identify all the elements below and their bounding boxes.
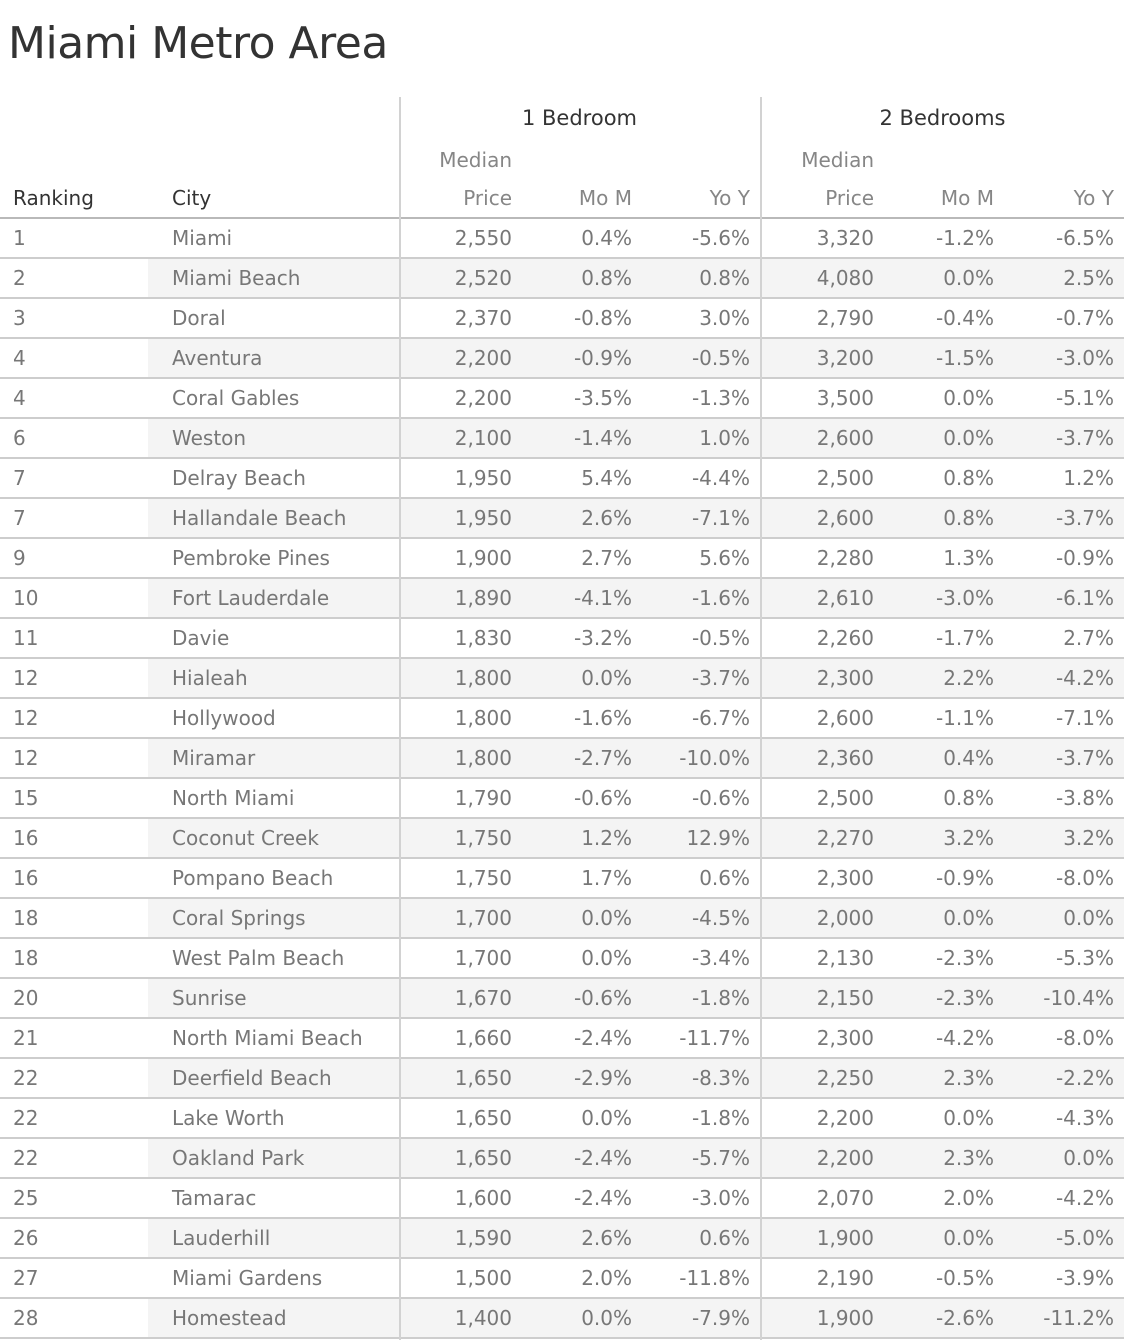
mom-2br-cell[interactable]: -1.7% xyxy=(935,626,994,650)
price-1br-cell[interactable]: 1,700 xyxy=(454,946,512,970)
table-row[interactable] xyxy=(0,579,1124,619)
price-1br-cell[interactable]: 2,200 xyxy=(399,339,520,377)
table-row[interactable] xyxy=(0,619,1124,659)
mom-1br-cell[interactable]: 0.0% xyxy=(581,946,632,970)
price-1br-cell[interactable]: 1,800 xyxy=(454,706,512,730)
table-row[interactable] xyxy=(0,379,1124,419)
ranking-cell[interactable]: 4 xyxy=(13,346,26,370)
table-row[interactable] xyxy=(0,1059,1124,1099)
yoy-1br-cell[interactable]: -7.9% xyxy=(640,1299,760,1337)
mom-2br-cell[interactable]: 0.0% xyxy=(882,259,1003,297)
yoy-2br-cell[interactable]: -11.2% xyxy=(1003,1299,1124,1337)
group-header-2-bedrooms: 2 Bedrooms xyxy=(879,106,1006,130)
table-row[interactable] xyxy=(0,539,1124,579)
yoy-2br-cell[interactable]: 1.2% xyxy=(1063,466,1114,490)
ranking-cell[interactable]: 21 xyxy=(13,1026,39,1050)
table-row[interactable] xyxy=(0,1299,1124,1339)
mom-1br-cell[interactable]: 2.6% xyxy=(520,499,640,537)
mom-1br-cell[interactable]: 2.6% xyxy=(520,1219,640,1257)
yoy-2br-cell[interactable]: -4.3% xyxy=(1055,1106,1114,1130)
table-row[interactable] xyxy=(0,819,1124,859)
ranking-cell[interactable]: 11 xyxy=(13,626,39,650)
mom-2br-cell[interactable]: 2.2% xyxy=(882,659,1003,697)
price-2br-cell[interactable]: 2,600 xyxy=(760,499,882,537)
price-1br-cell[interactable]: 1,700 xyxy=(399,899,520,937)
mom-2br-cell[interactable]: -3.0% xyxy=(882,579,1003,617)
mom-2br-cell[interactable]: 2.3% xyxy=(882,1139,1003,1177)
city-cell[interactable]: Coral Gables xyxy=(172,386,300,410)
yoy-2br-cell[interactable]: 2.7% xyxy=(1063,626,1114,650)
city-cell[interactable]: Doral xyxy=(172,306,226,330)
mom-1br-cell[interactable]: -0.6% xyxy=(520,979,640,1017)
table-row[interactable] xyxy=(0,259,1124,299)
price-1br-cell[interactable]: 1,900 xyxy=(454,546,512,570)
price-2br-cell[interactable]: 2,190 xyxy=(816,1266,874,1290)
subheader-price-2br: Price xyxy=(825,186,874,210)
yoy-1br-cell[interactable]: 0.6% xyxy=(640,1219,760,1257)
ranking-cell[interactable]: 20 xyxy=(13,986,39,1010)
city-cell[interactable]: Oakland Park xyxy=(148,1139,399,1177)
subheader-mom-1br: Mo M xyxy=(578,186,632,210)
mom-2br-cell[interactable]: -1.2% xyxy=(935,226,994,250)
city-cell[interactable]: North Miami xyxy=(172,786,295,810)
city-cell[interactable]: Coconut Creek xyxy=(148,819,399,857)
mom-1br-cell[interactable]: 1.7% xyxy=(581,866,632,890)
mom-2br-cell[interactable]: 3.2% xyxy=(882,819,1003,857)
mom-2br-cell[interactable]: -1.1% xyxy=(935,706,994,730)
column-header-city: City xyxy=(172,186,212,210)
ranking-cell[interactable]: 28 xyxy=(13,1306,39,1330)
mom-1br-cell[interactable]: -2.9% xyxy=(520,1059,640,1097)
city-cell[interactable]: Homestead xyxy=(148,1299,399,1337)
ranking-cell[interactable]: 9 xyxy=(13,546,26,570)
mom-1br-cell[interactable]: 5.4% xyxy=(581,466,632,490)
yoy-2br-cell[interactable]: -2.2% xyxy=(1003,1059,1124,1097)
yoy-1br-cell[interactable]: 12.9% xyxy=(640,819,760,857)
yoy-1br-cell[interactable]: -3.0% xyxy=(691,1186,750,1210)
column-divider-1br-2br xyxy=(760,97,762,1340)
price-1br-cell[interactable]: 1,660 xyxy=(454,1026,512,1050)
yoy-1br-cell[interactable]: -1.8% xyxy=(691,1106,750,1130)
yoy-2br-cell[interactable]: -3.7% xyxy=(1003,499,1124,537)
table-row[interactable] xyxy=(0,859,1124,899)
yoy-1br-cell[interactable]: 5.6% xyxy=(699,546,750,570)
mom-1br-cell[interactable]: -2.4% xyxy=(573,1186,632,1210)
mom-1br-cell[interactable]: -3.2% xyxy=(573,626,632,650)
city-cell[interactable]: Miami Gardens xyxy=(172,1266,323,1290)
table-row[interactable] xyxy=(0,1179,1124,1219)
ranking-cell[interactable]: 7 xyxy=(13,466,26,490)
mom-2br-cell[interactable]: -2.3% xyxy=(935,946,994,970)
table-row[interactable] xyxy=(0,779,1124,819)
price-2br-cell[interactable]: 2,360 xyxy=(760,739,882,777)
table-row[interactable] xyxy=(0,939,1124,979)
mom-2br-cell[interactable]: -2.3% xyxy=(882,979,1003,1017)
city-cell[interactable]: Hollywood xyxy=(172,706,276,730)
yoy-2br-cell[interactable]: -5.3% xyxy=(1055,946,1114,970)
price-1br-cell[interactable]: 1,950 xyxy=(454,466,512,490)
price-2br-cell[interactable]: 2,500 xyxy=(816,466,874,490)
ranking-cell[interactable]: 22 xyxy=(13,1146,39,1170)
table-row[interactable] xyxy=(0,979,1124,1019)
price-2br-cell[interactable]: 2,280 xyxy=(816,546,874,570)
yoy-2br-cell[interactable]: -0.7% xyxy=(1055,306,1114,330)
price-1br-cell[interactable]: 1,790 xyxy=(454,786,512,810)
city-cell[interactable]: Coral Springs xyxy=(148,899,399,937)
price-2br-cell[interactable]: 2,000 xyxy=(760,899,882,937)
yoy-1br-cell[interactable]: -0.5% xyxy=(640,339,760,377)
yoy-2br-cell[interactable]: -3.7% xyxy=(1003,739,1124,777)
table-row[interactable] xyxy=(0,1019,1124,1059)
ranking-cell[interactable]: 2 xyxy=(13,266,26,290)
city-cell[interactable]: Miami Beach xyxy=(148,259,399,297)
subheader-median-1br: Median xyxy=(439,148,512,172)
yoy-1br-cell[interactable]: -3.7% xyxy=(640,659,760,697)
mom-1br-cell[interactable]: -0.9% xyxy=(520,339,640,377)
mom-1br-cell[interactable]: -0.6% xyxy=(573,786,632,810)
ranking-cell[interactable]: 26 xyxy=(13,1226,39,1250)
mom-2br-cell[interactable]: -2.6% xyxy=(882,1299,1003,1337)
city-cell[interactable]: Delray Beach xyxy=(172,466,306,490)
price-2br-cell[interactable]: 1,900 xyxy=(760,1219,882,1257)
yoy-2br-cell[interactable]: -3.9% xyxy=(1055,1266,1114,1290)
price-2br-cell[interactable]: 4,080 xyxy=(760,259,882,297)
yoy-1br-cell[interactable]: -1.6% xyxy=(640,579,760,617)
column-header-ranking: Ranking xyxy=(13,186,94,210)
yoy-1br-cell[interactable]: 0.6% xyxy=(699,866,750,890)
yoy-1br-cell[interactable]: -3.4% xyxy=(691,946,750,970)
mom-1br-cell[interactable]: -2.4% xyxy=(520,1139,640,1177)
yoy-2br-cell[interactable]: -5.1% xyxy=(1055,386,1114,410)
price-2br-cell[interactable]: 2,500 xyxy=(816,786,874,810)
mom-2br-cell[interactable]: 1.3% xyxy=(943,546,994,570)
yoy-1br-cell[interactable]: -11.7% xyxy=(679,1026,750,1050)
header-divider-line xyxy=(0,217,1124,219)
city-cell[interactable]: Lake Worth xyxy=(172,1106,285,1130)
ranking-cell[interactable]: 12 xyxy=(13,706,39,730)
table-header xyxy=(0,97,1124,218)
mom-2br-cell[interactable]: 0.0% xyxy=(882,1219,1003,1257)
ranking-cell[interactable]: 12 xyxy=(13,666,39,690)
yoy-2br-cell[interactable]: 0.0% xyxy=(1003,899,1124,937)
ranking-cell[interactable]: 18 xyxy=(13,906,39,930)
price-1br-cell[interactable]: 1,650 xyxy=(399,1139,520,1177)
mom-2br-cell[interactable]: -4.2% xyxy=(935,1026,994,1050)
price-1br-cell[interactable]: 2,370 xyxy=(454,306,512,330)
yoy-1br-cell[interactable]: -10.0% xyxy=(640,739,760,777)
table-row[interactable] xyxy=(0,699,1124,739)
mom-2br-cell[interactable]: 2.3% xyxy=(882,1059,1003,1097)
yoy-1br-cell[interactable]: 0.8% xyxy=(640,259,760,297)
price-2br-cell[interactable]: 1,900 xyxy=(760,1299,882,1337)
price-2br-cell[interactable]: 2,300 xyxy=(816,1026,874,1050)
price-1br-cell[interactable]: 1,500 xyxy=(454,1266,512,1290)
group-header-1-bedroom: 1 Bedroom xyxy=(521,106,638,130)
city-cell[interactable]: Hallandale Beach xyxy=(148,499,399,537)
ranking-cell[interactable]: 22 xyxy=(13,1106,39,1130)
mom-1br-cell[interactable]: 0.0% xyxy=(520,1299,640,1337)
table-row[interactable] xyxy=(0,899,1124,939)
price-2br-cell[interactable]: 2,150 xyxy=(760,979,882,1017)
subheader-median-2br: Median xyxy=(801,148,874,172)
price-2br-cell[interactable]: 3,500 xyxy=(816,386,874,410)
mom-1br-cell[interactable]: 1.2% xyxy=(520,819,640,857)
ranking-cell[interactable]: 25 xyxy=(13,1186,39,1210)
price-2br-cell[interactable]: 2,270 xyxy=(760,819,882,857)
yoy-2br-cell[interactable]: -3.8% xyxy=(1055,786,1114,810)
city-cell[interactable]: Fort Lauderdale xyxy=(148,579,399,617)
table-row[interactable] xyxy=(0,1099,1124,1139)
table-row[interactable] xyxy=(0,459,1124,499)
price-1br-cell[interactable]: 1,650 xyxy=(454,1106,512,1130)
ranking-cell[interactable]: 16 xyxy=(13,826,39,850)
table-row[interactable] xyxy=(0,499,1124,539)
price-2br-cell[interactable]: 2,250 xyxy=(760,1059,882,1097)
yoy-2br-cell[interactable]: -5.0% xyxy=(1003,1219,1124,1257)
yoy-2br-cell[interactable]: 2.5% xyxy=(1003,259,1124,297)
price-1br-cell[interactable]: 1,600 xyxy=(454,1186,512,1210)
mom-1br-cell[interactable]: 2.0% xyxy=(581,1266,632,1290)
ranking-cell[interactable]: 18 xyxy=(13,946,39,970)
yoy-1br-cell[interactable]: -0.5% xyxy=(691,626,750,650)
city-cell[interactable]: Weston xyxy=(148,419,399,457)
price-1br-cell[interactable]: 2,200 xyxy=(454,386,512,410)
mom-1br-cell[interactable]: -2.4% xyxy=(573,1026,632,1050)
yoy-1br-cell[interactable]: 1.0% xyxy=(640,419,760,457)
yoy-2br-cell[interactable]: -8.0% xyxy=(1055,866,1114,890)
mom-2br-cell[interactable]: 0.4% xyxy=(882,739,1003,777)
mom-2br-cell[interactable]: 0.8% xyxy=(882,499,1003,537)
mom-1br-cell[interactable]: 0.0% xyxy=(520,659,640,697)
mom-2br-cell[interactable]: 0.0% xyxy=(882,419,1003,457)
mom-2br-cell[interactable]: -0.5% xyxy=(935,1266,994,1290)
yoy-1br-cell[interactable]: -1.3% xyxy=(691,386,750,410)
price-1br-cell[interactable]: 1,400 xyxy=(399,1299,520,1337)
city-cell[interactable]: Deerfield Beach xyxy=(148,1059,399,1097)
yoy-1br-cell[interactable]: -6.7% xyxy=(691,706,750,730)
city-cell[interactable]: Aventura xyxy=(148,339,399,377)
subheader-yoy-2br: Yo Y xyxy=(1073,186,1114,210)
mom-2br-cell[interactable]: -1.5% xyxy=(882,339,1003,377)
city-cell[interactable]: Pembroke Pines xyxy=(172,546,330,570)
price-2br-cell[interactable]: 2,300 xyxy=(816,866,874,890)
price-1br-cell[interactable]: 1,890 xyxy=(399,579,520,617)
yoy-2br-cell[interactable]: 3.2% xyxy=(1003,819,1124,857)
city-cell[interactable]: Miramar xyxy=(148,739,399,777)
price-2br-cell[interactable]: 2,600 xyxy=(816,706,874,730)
price-1br-cell[interactable]: 1,750 xyxy=(399,819,520,857)
yoy-1br-cell[interactable]: -4.4% xyxy=(691,466,750,490)
table-row[interactable] xyxy=(0,219,1124,259)
ranking-cell[interactable]: 10 xyxy=(13,586,39,610)
table-row[interactable] xyxy=(0,299,1124,339)
yoy-1br-cell[interactable]: 3.0% xyxy=(699,306,750,330)
price-1br-cell[interactable]: 1,950 xyxy=(399,499,520,537)
ranking-cell[interactable]: 16 xyxy=(13,866,39,890)
price-2br-cell[interactable]: 2,200 xyxy=(816,1106,874,1130)
yoy-2br-cell[interactable]: -10.4% xyxy=(1003,979,1124,1017)
table-row[interactable] xyxy=(0,739,1124,779)
price-1br-cell[interactable]: 1,670 xyxy=(399,979,520,1017)
yoy-2br-cell[interactable]: -3.0% xyxy=(1003,339,1124,377)
table-row[interactable] xyxy=(0,659,1124,699)
price-2br-cell[interactable]: 2,610 xyxy=(760,579,882,617)
mom-1br-cell[interactable]: -4.1% xyxy=(520,579,640,617)
subheader-price-1br: Price xyxy=(463,186,512,210)
price-2br-cell[interactable]: 3,200 xyxy=(760,339,882,377)
subheader-yoy-1br: Yo Y xyxy=(709,186,750,210)
ranking-cell[interactable]: 15 xyxy=(13,786,39,810)
mom-2br-cell[interactable]: 0.0% xyxy=(943,386,994,410)
city-cell[interactable]: North Miami Beach xyxy=(172,1026,363,1050)
table-row[interactable] xyxy=(0,339,1124,379)
mom-1br-cell[interactable]: -1.6% xyxy=(573,706,632,730)
yoy-2br-cell[interactable]: -6.5% xyxy=(1055,226,1114,250)
ranking-cell[interactable]: 27 xyxy=(13,1266,39,1290)
ranking-cell[interactable]: 7 xyxy=(13,506,26,530)
price-2br-cell[interactable]: 2,790 xyxy=(816,306,874,330)
yoy-2br-cell[interactable]: 0.0% xyxy=(1003,1139,1124,1177)
ranking-cell[interactable]: 3 xyxy=(13,306,26,330)
price-2br-cell[interactable]: 2,200 xyxy=(760,1139,882,1177)
mom-1br-cell[interactable]: -0.8% xyxy=(573,306,632,330)
yoy-2br-cell[interactable]: -4.2% xyxy=(1003,659,1124,697)
mom-1br-cell[interactable]: 0.0% xyxy=(581,1106,632,1130)
city-cell[interactable]: Miami xyxy=(172,226,233,250)
city-cell[interactable]: Davie xyxy=(172,626,230,650)
price-2br-cell[interactable]: 2,260 xyxy=(816,626,874,650)
table-body xyxy=(0,219,1124,1339)
mom-1br-cell[interactable]: 2.7% xyxy=(581,546,632,570)
ranking-cell[interactable]: 12 xyxy=(13,746,39,770)
table-row[interactable] xyxy=(0,419,1124,459)
price-1br-cell[interactable]: 1,750 xyxy=(454,866,512,890)
price-2br-cell[interactable]: 2,600 xyxy=(760,419,882,457)
yoy-2br-cell[interactable]: -3.7% xyxy=(1003,419,1124,457)
yoy-1br-cell[interactable]: -4.5% xyxy=(640,899,760,937)
table-row[interactable] xyxy=(0,1219,1124,1259)
yoy-1br-cell[interactable]: -8.3% xyxy=(640,1059,760,1097)
price-1br-cell[interactable]: 1,590 xyxy=(399,1219,520,1257)
yoy-1br-cell[interactable]: -1.8% xyxy=(640,979,760,1017)
price-2br-cell[interactable]: 3,320 xyxy=(816,226,874,250)
mom-2br-cell[interactable]: 0.0% xyxy=(882,899,1003,937)
ranking-cell[interactable]: 4 xyxy=(13,386,26,410)
price-1br-cell[interactable]: 1,800 xyxy=(399,739,520,777)
page-title: Miami Metro Area xyxy=(8,18,388,69)
mom-2br-cell[interactable]: 0.8% xyxy=(943,466,994,490)
yoy-1br-cell[interactable]: -5.7% xyxy=(640,1139,760,1177)
mom-1br-cell[interactable]: -1.4% xyxy=(520,419,640,457)
price-1br-cell[interactable]: 2,100 xyxy=(399,419,520,457)
mom-2br-cell[interactable]: -0.9% xyxy=(935,866,994,890)
mom-2br-cell[interactable]: 0.0% xyxy=(943,1106,994,1130)
price-1br-cell[interactable]: 1,830 xyxy=(454,626,512,650)
price-2br-cell[interactable]: 2,070 xyxy=(816,1186,874,1210)
table-row[interactable] xyxy=(0,1139,1124,1179)
ranking-cell[interactable]: 6 xyxy=(13,426,26,450)
mom-2br-cell[interactable]: -0.4% xyxy=(935,306,994,330)
mom-1br-cell[interactable]: 0.0% xyxy=(520,899,640,937)
mom-1br-cell[interactable]: 0.4% xyxy=(581,226,632,250)
table-row[interactable] xyxy=(0,1259,1124,1299)
yoy-1br-cell[interactable]: -0.6% xyxy=(691,786,750,810)
price-1br-cell[interactable]: 1,800 xyxy=(399,659,520,697)
price-1br-cell[interactable]: 2,520 xyxy=(399,259,520,297)
mom-1br-cell[interactable]: 0.8% xyxy=(520,259,640,297)
mom-2br-cell[interactable]: 0.8% xyxy=(943,786,994,810)
yoy-2br-cell[interactable]: -8.0% xyxy=(1055,1026,1114,1050)
price-2br-cell[interactable]: 2,130 xyxy=(816,946,874,970)
city-cell[interactable]: Lauderhill xyxy=(148,1219,399,1257)
mom-1br-cell[interactable]: -3.5% xyxy=(573,386,632,410)
city-cell[interactable]: West Palm Beach xyxy=(172,946,345,970)
yoy-1br-cell[interactable]: -7.1% xyxy=(640,499,760,537)
city-cell[interactable]: Sunrise xyxy=(148,979,399,1017)
column-divider-city-1br xyxy=(399,97,401,1340)
ranking-cell[interactable]: 1 xyxy=(13,226,26,250)
city-cell[interactable]: Pompano Beach xyxy=(172,866,334,890)
mom-1br-cell[interactable]: -2.7% xyxy=(520,739,640,777)
price-1br-cell[interactable]: 1,650 xyxy=(399,1059,520,1097)
subheader-mom-2br: Mo M xyxy=(940,186,994,210)
price-2br-cell[interactable]: 2,300 xyxy=(760,659,882,697)
yoy-1br-cell[interactable]: -11.8% xyxy=(679,1266,750,1290)
city-cell[interactable]: Hialeah xyxy=(148,659,399,697)
ranking-cell[interactable]: 22 xyxy=(13,1066,39,1090)
mom-2br-cell[interactable]: 2.0% xyxy=(943,1186,994,1210)
yoy-2br-cell[interactable]: -7.1% xyxy=(1055,706,1114,730)
yoy-2br-cell[interactable]: -0.9% xyxy=(1055,546,1114,570)
yoy-2br-cell[interactable]: -4.2% xyxy=(1055,1186,1114,1210)
yoy-1br-cell[interactable]: -5.6% xyxy=(691,226,750,250)
price-1br-cell[interactable]: 2,550 xyxy=(454,226,512,250)
city-cell[interactable]: Tamarac xyxy=(172,1186,257,1210)
yoy-2br-cell[interactable]: -6.1% xyxy=(1003,579,1124,617)
